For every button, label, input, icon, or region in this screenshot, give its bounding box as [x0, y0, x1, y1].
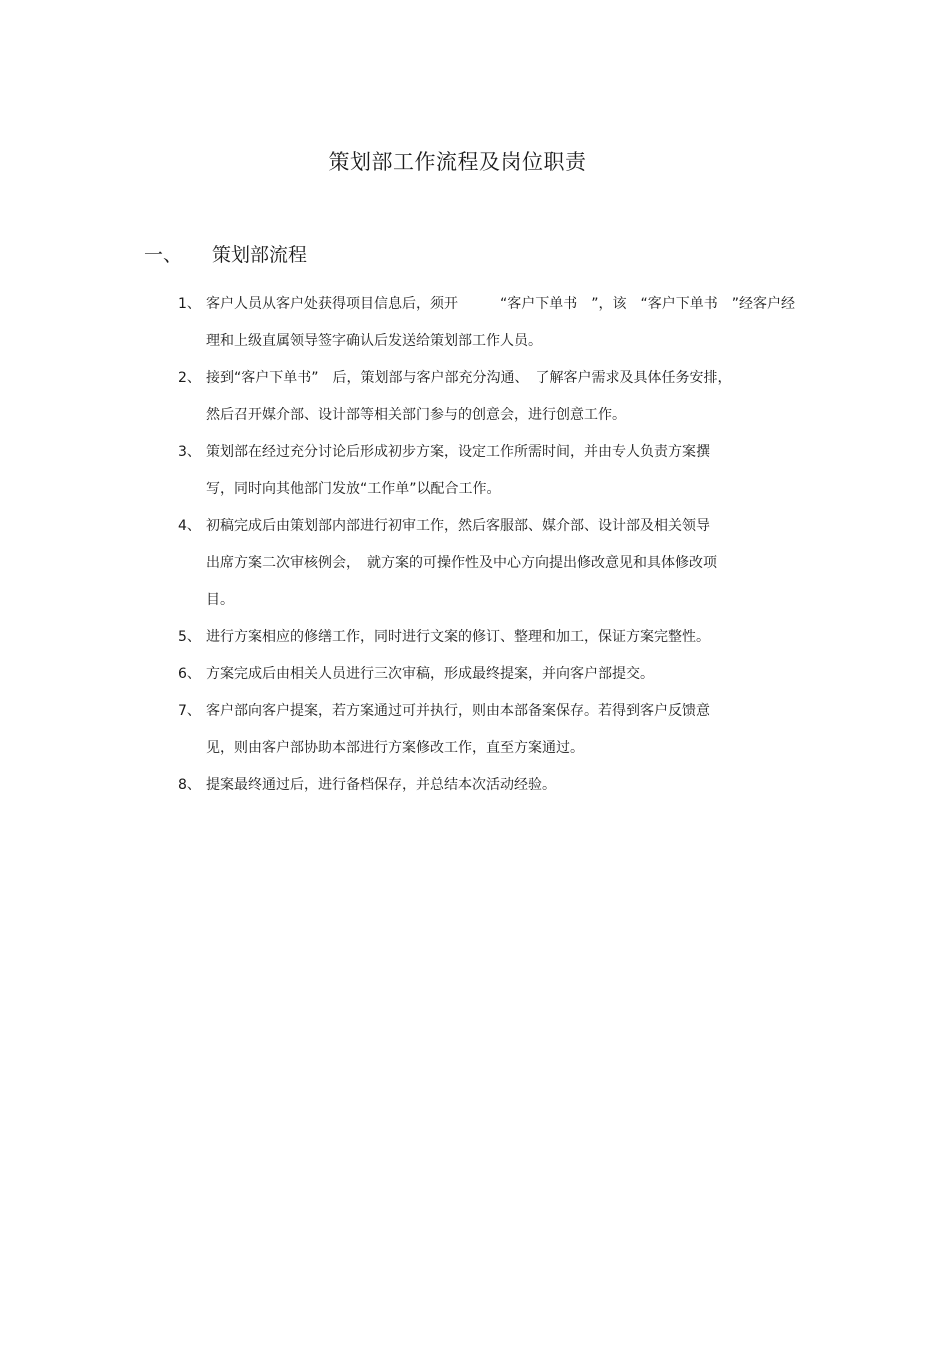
list-item	[178, 360, 818, 434]
step-number: 5、	[178, 629, 201, 645]
section-title: 策划部流程	[212, 244, 308, 266]
process-steps-list	[178, 286, 818, 804]
list-item	[178, 693, 818, 767]
section-number: 一、	[144, 244, 183, 266]
step-number: 3、	[178, 444, 201, 460]
list-item	[178, 434, 818, 508]
list-item	[178, 619, 818, 656]
step-text-line: 写，同时向其他部门发放“工作单”以配合工作。	[206, 481, 501, 497]
step-text-line: 提案最终通过后，进行备档保存，并总结本次活动经验。	[206, 777, 556, 793]
step-text-line: 策划部在经过充分讨论后形成初步方案，设定工作所需时间，并由专人负责方案撰	[206, 444, 710, 460]
step-number: 4、	[178, 518, 201, 534]
step-text-line: 客户人员从客户处获得项目信息后，须开 “客户下单书 ”，该 “客户下单书 ”经客户经	[206, 296, 796, 312]
step-text-line: 初稿完成后由策划部内部进行初审工作，然后客服部、媒介部、设计部及相关领导	[206, 518, 710, 534]
list-item	[178, 286, 818, 360]
step-text-line: 然后召开媒介部、设计部等相关部门参与的创意会，进行创意工作。	[206, 407, 626, 423]
list-item	[178, 508, 818, 619]
step-text-line: 进行方案相应的修缮工作，同时进行文案的修订、整理和加工，保证方案完整性。	[206, 629, 710, 645]
step-number: 8、	[178, 777, 201, 793]
step-text-line: 目。	[206, 592, 234, 608]
step-text-line: 接到“客户下单书” 后，策划部与客户部充分沟通、 了解客户需求及具体任务安排，	[206, 370, 732, 386]
section-heading	[144, 240, 307, 267]
page-title: 策划部工作流程及岗位职责	[328, 150, 587, 174]
step-text-line: 方案完成后由相关人员进行三次审稿，形成最终提案，并向客户部提交。	[206, 666, 654, 682]
step-number: 7、	[178, 703, 201, 719]
list-item	[178, 656, 818, 693]
step-number: 1、	[178, 296, 201, 312]
step-text-line: 出席方案二次审核例会， 就方案的可操作性及中心方向提出修改意见和具体修改项	[206, 555, 717, 571]
step-number: 6、	[178, 666, 201, 682]
step-number: 2、	[178, 370, 201, 386]
step-text-line: 见，则由客户部协助本部进行方案修改工作，直至方案通过。	[206, 740, 584, 756]
list-item	[178, 767, 818, 804]
step-text-line: 理和上级直属领导签字确认后发送给策划部工作人员。	[206, 333, 542, 349]
step-text-line: 客户部向客户提案，若方案通过可并执行，则由本部备案保存。若得到客户反馈意	[206, 703, 710, 719]
